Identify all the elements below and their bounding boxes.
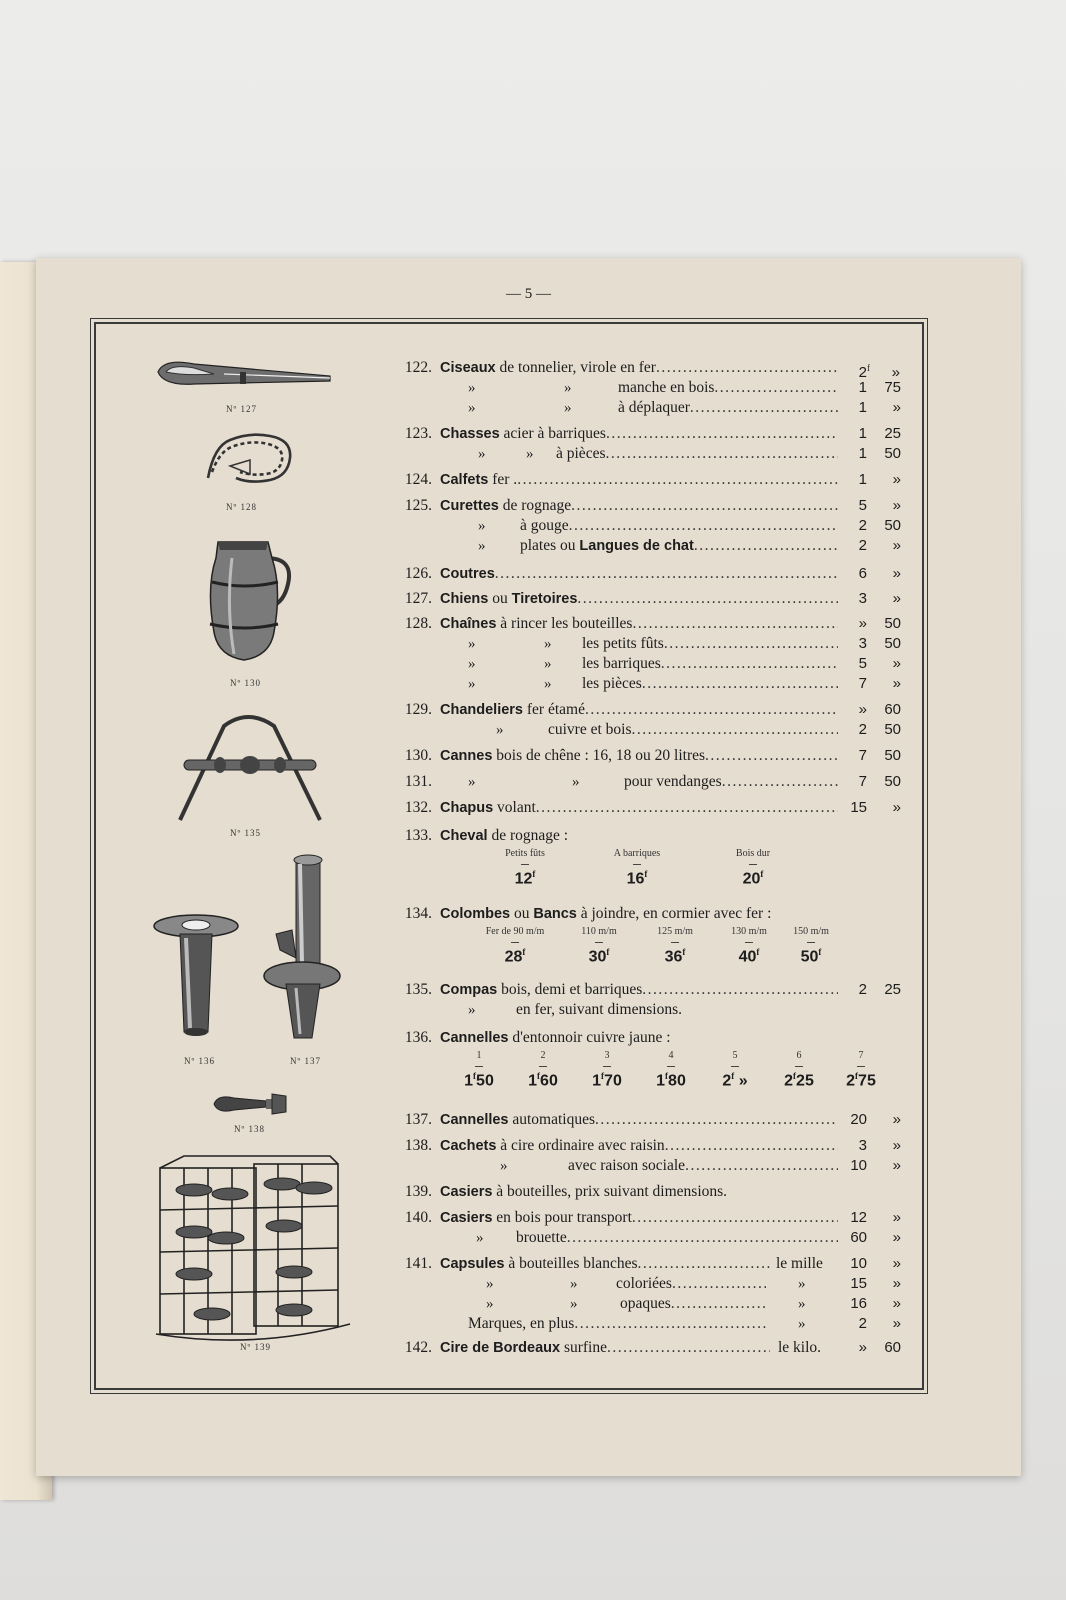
item-price: 2 » [858,537,901,554]
item-description: pour vendanges [624,773,722,790]
item-price: 6 » [858,565,901,582]
item-description: fer . [488,471,518,488]
list-item-125-gouge [386,516,922,536]
page-number: — 5 — [506,286,551,302]
fig-label-135: Nº 135 [230,828,262,838]
casier-icon [154,1154,354,1344]
cannelle-size: 4 [668,1050,674,1061]
list-item-140 [386,1208,922,1228]
item-description: à déplaquer [618,399,690,416]
item-price: 16 » [850,1295,901,1312]
ditto-mark: » [478,518,486,534]
item-number: 123. [404,425,432,442]
colombes-caption: 130 m/m [731,926,767,937]
item-price: » 50 [858,615,901,632]
figures-column [96,324,386,1388]
catalog-page [36,258,1021,1476]
list-item-141-coloriees [386,1274,922,1294]
item-number: 126. [404,565,432,582]
item-number: 133. [404,827,432,844]
cannelle-price: 2$^f$75 [816,1066,906,1090]
fig-label-139: Nº 139 [240,1342,272,1352]
colombes-caption: Fer de 90 m/m [485,926,545,937]
item-keyword: Calfets [440,472,489,488]
item-description: surfine [560,1339,607,1356]
ditto-mark: » [468,636,476,652]
canne-icon [202,528,294,666]
item-keyword: Chandeliers [440,702,523,718]
list-item-142 [386,1338,922,1358]
list-item-138 [386,1136,922,1156]
list-item-127: 127. Chiens ou Tiretoires ..... 3 » [386,589,922,609]
item-keyword: Tiretoires [511,591,578,607]
cachet-icon [212,1090,294,1118]
item-number: 130. [404,747,432,764]
ditto-mark: » [544,676,552,692]
cannelle-automatique-icon [262,854,342,1042]
item-number: 131. [404,773,432,790]
cannelle-size: 2 [540,1050,546,1061]
item-keyword: Langues de chat [579,538,694,554]
ditto-mark: » [476,1230,484,1246]
item-price: 7 » [858,675,901,692]
item-keyword: Cheval [440,828,488,844]
ditto-mark: » [798,1296,806,1312]
list-item-128-petits-futs [386,634,922,654]
ditto-mark: » [544,636,552,652]
item-number: 129. [404,701,432,718]
item-description: à rincer les bouteilles [496,615,633,632]
item-keyword: Casiers [440,1184,493,1200]
item-description: à bouteilles, prix suivant dimensions. [492,1183,728,1200]
colombes-price: 40$^f$ [704,942,794,966]
cannelle-size: 6 [796,1050,802,1061]
list-item-138-raison [386,1156,922,1176]
fig-label-127: Nº 127 [226,404,258,414]
item-unit: le mille [776,1255,823,1272]
item-price: 15 » [850,799,901,816]
cheval-price: 12$^f$ [480,864,570,888]
ditto-mark: » [564,380,572,396]
list-item-128 [386,614,922,634]
item-number: 138. [404,1137,432,1154]
item-price: » 60 [858,701,901,718]
list-item-122-deplaquer [386,398,922,418]
item-number: 141. [404,1255,432,1272]
colombes-price: 28$^f$ [470,942,560,966]
item-price: 2$^f$ » [858,363,900,381]
list-item-135 [386,980,922,1000]
item-number: 122. [404,359,432,376]
item-number: 137. [404,1111,432,1128]
list-item-122-manche [386,378,922,398]
list-item-137 [386,1110,922,1130]
list-item-129 [386,700,922,720]
item-description: bois, demi et barriques [497,981,643,998]
item-price: 60 » [850,1229,901,1246]
list-item-125 [386,496,922,516]
fig-label-128: Nº 128 [226,502,258,512]
item-description: d'entonnoir cuivre jaune : [508,1029,671,1046]
item-keyword: Cire de Bordeaux [440,1340,561,1356]
item-keyword: Chaînes [440,616,497,632]
item-description: cuivre et bois [548,721,632,738]
cannelle-size: 5 [732,1050,738,1061]
item-description: les barriques [582,655,661,672]
item-number: 140. [404,1209,432,1226]
item-keyword: Cannelles [440,1112,509,1128]
item-description: à bouteilles blanches [504,1255,638,1272]
item-description: manche en bois [618,379,715,396]
item-description: à cire ordinaire avec raisin [496,1137,665,1154]
item-price: 7 50 [858,773,901,790]
cheval-caption: Petits fûts [505,848,545,859]
ditto-mark: » [570,1276,578,1292]
page-frame [94,322,924,1390]
item-description: bois de chêne : 16, 18 ou 20 litres [492,747,706,764]
colombes-price: 36$^f$ [630,942,720,966]
ditto-mark: » [572,774,580,790]
item-price: 2 » [858,1315,901,1332]
ditto-mark: » [478,446,486,462]
ditto-mark: » [486,1276,494,1292]
list-item-124 [386,470,922,490]
ciseaux-icon [154,354,338,398]
item-description: de tonnelier, virole en fer [495,359,656,376]
item-description: automatiques [508,1111,596,1128]
list-item-140-brouette [386,1228,922,1248]
item-description: acier à barriques [499,425,606,442]
list-item-136 [386,1028,922,1048]
list-item-129-cuivre [386,720,922,740]
item-price: 15 » [850,1275,901,1292]
chaine-icon [200,426,298,490]
ditto-mark: » [496,722,504,738]
ditto-mark: » [500,1158,508,1174]
list-item-123 [386,424,922,444]
cannelle-price: 1$^f$50 [434,1066,524,1090]
item-price: 3 » [858,590,901,607]
item-keyword: Capsules [440,1256,505,1272]
item-number: 135. [404,981,432,998]
item-number: 128. [404,615,432,632]
ditto-mark: » [468,656,476,672]
item-keyword: Coutres [440,566,495,582]
fig-label-130: Nº 130 [230,678,262,688]
item-description: de rognage [498,497,572,514]
item-price: 3 » [858,1137,901,1154]
item-number: 139. [404,1183,432,1200]
compas-icon [170,708,330,826]
ditto-mark: » [468,1002,476,1018]
item-keyword: Ciseaux [440,360,496,376]
ditto-mark: » [570,1296,578,1312]
item-keyword: Chasses [440,426,500,442]
item-number: 134. [404,905,432,922]
cheval-caption: A barriques [613,848,661,859]
fig-label-137: Nº 137 [290,1056,322,1066]
item-price: 1 50 [858,445,901,462]
cannelle-icon [152,912,242,1040]
list-item-128-barriques [386,654,922,674]
ditto-mark: » [486,1296,494,1312]
ditto-mark: » [468,400,476,416]
item-description: avec raison sociale [568,1157,686,1174]
price-list [386,324,922,1388]
ditto-mark: » [544,656,552,672]
item-keyword: Chiens [440,591,489,607]
item-description: opaques [620,1295,671,1312]
item-price: 10 » [850,1157,901,1174]
ditto-mark: » [468,380,476,396]
colombes-price: 30$^f$ [554,942,644,966]
ditto-mark: » [526,446,534,462]
ditto-mark: » [468,676,476,692]
list-item-133 [386,826,922,846]
item-description: plates ou [520,537,580,554]
cannelle-price: 2$^f$25 [754,1066,844,1090]
item-price: 2 50 [858,517,901,534]
cheval-price: 20$^f$ [708,864,798,888]
item-price: 2 25 [858,981,901,998]
item-description: à joindre, en cormier avec fer : [576,905,772,922]
item-description: de rognage : [487,827,569,844]
item-price: 7 50 [858,747,901,764]
list-item-130 [386,746,922,766]
item-keyword: Colombes [440,906,511,922]
item-price: 5 » [858,655,901,672]
ditto-mark: » [468,774,476,790]
item-price: 12 » [850,1209,901,1226]
cheval-price: 16$^f$ [592,864,682,888]
item-price: 1 25 [858,425,901,442]
list-item-141 [386,1254,922,1274]
list-item-126 [386,564,922,584]
item-unit: le kilo. [778,1339,822,1356]
item-price: 3 50 [858,635,901,652]
item-price: 20 » [850,1111,901,1128]
colombes-caption: 110 m/m [581,926,617,937]
ditto-mark: » [798,1316,806,1332]
item-price: 5 » [858,497,901,514]
cannelle-price: 2$^f$ » [690,1066,780,1090]
list-item-122 [386,358,922,381]
item-keyword: Bancs [533,906,577,922]
ditto-mark: » [564,400,572,416]
item-number: 124. [404,471,432,488]
item-description: en fer, suivant dimensions. [516,1001,682,1018]
cannelle-price: 1$^f$80 [626,1066,716,1090]
item-description: à gouge [520,517,569,534]
item-keyword: Casiers [440,1210,493,1226]
item-description: les pièces [582,675,642,692]
item-keyword: Chapus [440,800,494,816]
item-price: 2 50 [858,721,901,738]
list-item-141-marques [386,1314,922,1334]
item-number: 142. [404,1339,432,1356]
item-number: 136. [404,1029,432,1046]
item-description: volant [493,799,536,816]
cannelle-size: 3 [604,1050,610,1061]
item-description: en bois pour transport [492,1209,632,1226]
item-description: brouette [516,1229,567,1246]
item-description: fer étamé [523,701,585,718]
list-item-139 [386,1182,922,1202]
item-price: » 60 [858,1339,901,1356]
item-price: 1 » [858,471,901,488]
cannelle-size: 7 [858,1050,864,1061]
item-price: 1 75 [858,379,901,396]
item-number: 127. [404,590,432,607]
colombes-caption: 125 m/m [657,926,693,937]
item-keyword: Cannes [440,748,493,764]
list-item-123-pieces [386,444,922,464]
item-keyword: Cannelles [440,1030,509,1046]
colombes-caption: 150 m/m [793,926,829,937]
item-description: coloriées [616,1275,672,1292]
colombes-price: 50$^f$ [766,942,856,966]
list-item-125-plates [386,536,922,556]
item-description: Marques, en plus [468,1315,575,1332]
list-item-141-opaques [386,1294,922,1314]
item-description: à pièces [556,445,606,462]
list-item-134: 134. Colombes ou Bancs à joindre, en cormier avec fer : [386,904,922,924]
cannelle-price: 1$^f$60 [498,1066,588,1090]
ditto-mark: » [798,1276,806,1292]
list-item-131 [386,772,922,792]
list-item-128-pieces [386,674,922,694]
ditto-mark: » [478,538,486,554]
item-price: 10 » [850,1255,901,1272]
item-keyword: Cachets [440,1138,497,1154]
item-description: les petits fûts [582,635,664,652]
fig-label-138: Nº 138 [234,1124,266,1134]
item-price: 1 » [858,399,901,416]
item-number: 132. [404,799,432,816]
item-keyword: Curettes [440,498,499,514]
cannelle-size: 1 [476,1050,482,1061]
list-item-132 [386,798,922,818]
item-number: 125. [404,497,432,514]
fig-label-136: Nº 136 [184,1056,216,1066]
list-item-135-fer [386,1000,922,1020]
cannelle-price: 1$^f$70 [562,1066,652,1090]
cheval-caption: Bois dur [735,848,771,859]
item-keyword: Compas [440,982,498,998]
